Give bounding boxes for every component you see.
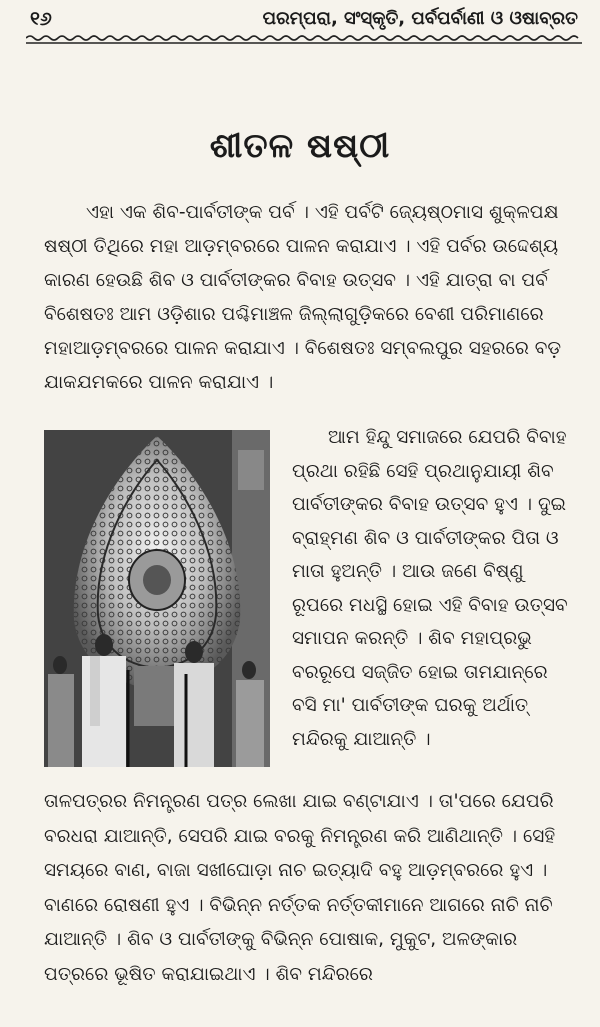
article-title: ଶୀତଳ ଷଷ୍ଠୀ <box>209 126 391 166</box>
page-header <box>30 6 578 34</box>
header-wavy-rule <box>26 34 582 46</box>
paragraph-2: ଆମ ହିନ୍ଦୁ ସମାଜରେ ଯେପରି ବିବାହ ପ୍ରଥା ରହିଛି ସେହି ପ୍ରଥାନୁଯାୟୀ ଶିବ ପାର୍ବତୀଙ୍କର ବିବାହ ଉତ୍ସବ ହୁଏ । ଦୁଇ ବ୍ରାହ୍ମଣ ଶିବ ଓ ପାର୍ବତୀଙ୍କର ପିତା ଓ ମାତା ହୁଅନ୍ତି । ଆଉ ଜଣେ ବିଷ୍ଣୁ ରୂପରେ ମଧସ୍ଥି ହୋଇ ଏହି ବିବାହ ଉତ୍ସବ ସମାପନ କରନ୍ତି । ଶିବ ମହାପ୍ରଭୁ ବରରୂପେ ସଜ୍ଜିତ ହୋଇ ତାମଯାନ୍‌ରେ ବସି ମା' ପାର୍ବତୀଙ୍କ ଘରକୁ ଅର୍ଥାତ୍ ମନ୍ଦିରକୁ ଯାଆନ୍ତି । <box>292 427 568 750</box>
paragraph-3: ତାଳପତ୍ରର ନିମନ୍ତ୍ରଣ ପତ୍ର ଲେଖା ଯାଇ ବଣ୍ଟାଯାଏ । ତା'ପରେ ଯେପରି ବରଧରା ଯାଆନ୍ତି, ସେପରି ଯାଇ ବରକୁ ନିମନ୍ତ୍ରଣ କରି ଆଣିଥାନ୍ତି । ସେହି ସମୟରେ ବାଣ, ବାଜା ସଖୀଘୋଡ଼ା ନାଚ ଇତ୍ୟାଦି ବହୁ ଆଡ଼ମ୍ବରରେ ହୁଏ । ବାଣରେ ରୋଷଣୀ ହୁଏ । ବିଭିନ୍ନ ନର୍ତ୍ତକ ନର୍ତ୍ତକୀମାନେ ଆଗରେ ନାଚି ନାଚି ଯାଆନ୍ତି । ଶିବ ଓ ପାର୍ବତୀଙ୍କୁ ବିଭିନ୍ନ ପୋଷାକ, ମୁକୁଟ, ଅଳଙ୍କାର ପତ୍ରରେ ଭୂଷିତ କରାଯାଇଥାଏ । ଶିବ ମନ୍ଦିରରେ <box>44 791 556 985</box>
page-number: ୧୬ <box>30 8 52 30</box>
paragraph-1: ଏହା ଏକ ଶିବ-ପାର୍ବତୀଙ୍କ ପର୍ବ । ଏହି ପର୍ବଟି ଜ୍ୟେଷ୍ଠମାସ ଶୁକ୍ଳପକ୍ଷ ଷଷ୍ଠୀ ତିଥିରେ ମହା ଆଡ଼ମ୍ବରରେ ପାଳନ କରାଯାଏ । ଏହି ପର୍ବର ଉଦ୍ଦେଶ୍ୟ କାରଣ ହେଉଛି ଶିବ ଓ ପାର୍ବତୀଙ୍କର ବିବାହ ଉତ୍ସବ । ଏହି ଯାତ୍ରା ବା ପର୍ବ ବିଶେଷତଃ ଆମ ଓଡ଼ିଶାର ପଶ୍ଚିମାଞ୍ଚଳ ଜିଲ୍ଲାଗୁଡ଼ିକରେ ବେଶୀ ପରିମାଣରେ ମହାଆଡ଼ମ୍ବରରେ ପାଳନ କରାଯାଏ । ବିଶେଷତଃ ସମ୍ବଲପୁର ସହରରେ ବଡ଼ ଯାକଯମକରେ ପାଳନ କରାଯାଏ । <box>44 202 562 393</box>
running-head: ପରମ୍ପରା, ସଂସ୍କୃତି, ପର୍ବପର୍ବାଣୀ ଓ ଓଷାବ୍ରତ <box>262 8 578 29</box>
procession-photo <box>44 430 270 767</box>
